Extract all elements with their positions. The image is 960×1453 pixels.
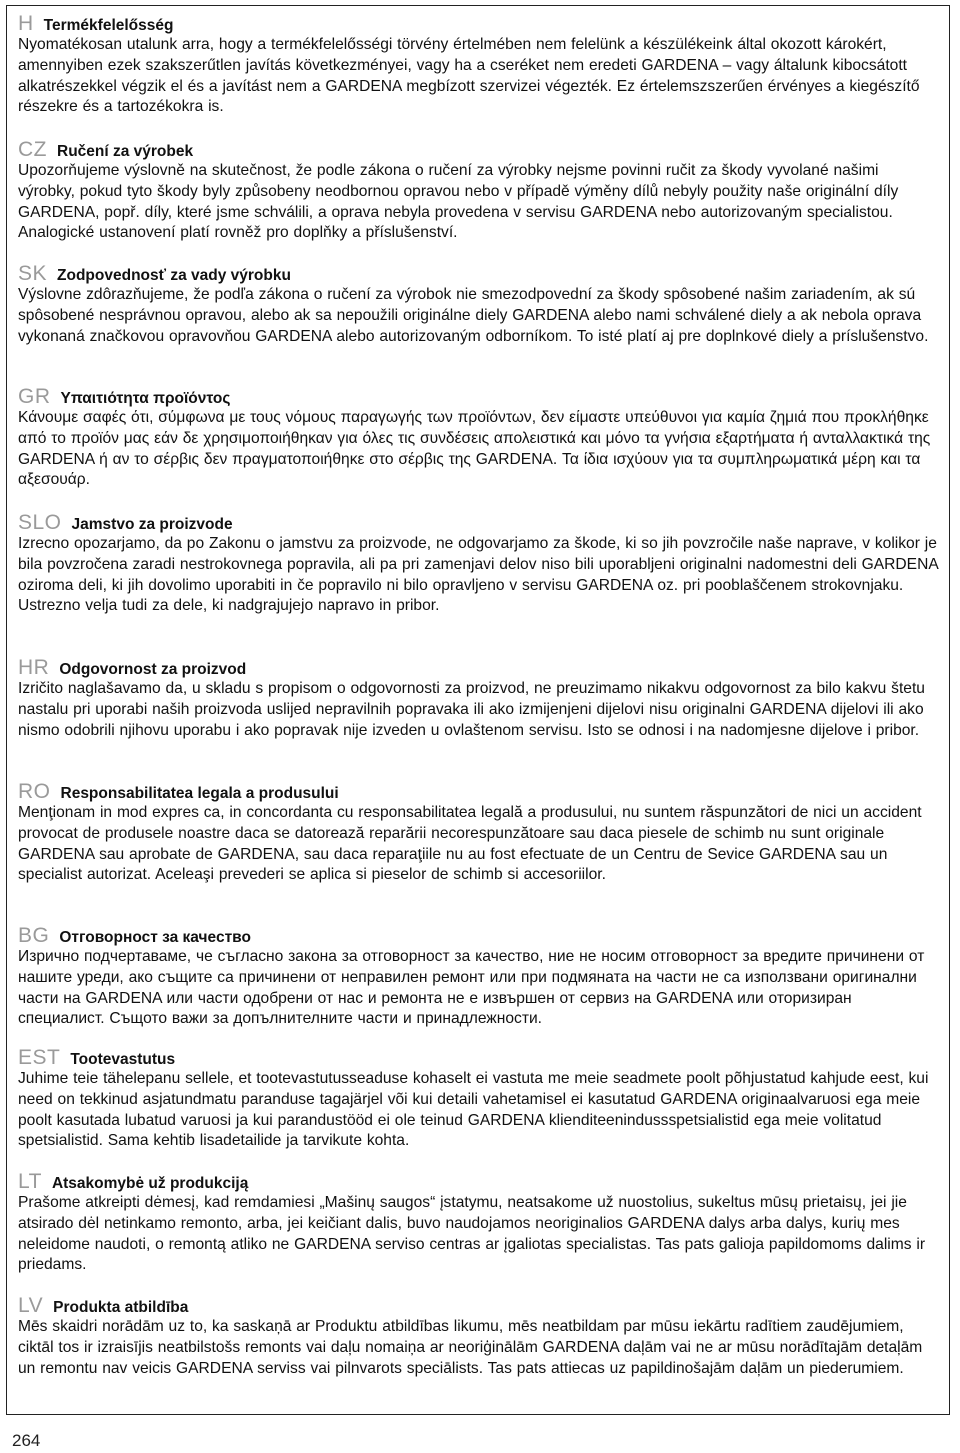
section-header (18, 781, 938, 803)
section-header (18, 1171, 938, 1193)
section-title: Jamstvo za proizvode (71, 516, 233, 533)
section-body: Изрично подчертаваме, че съгласно закона за отговорност за качество, ние не носим отговорност за вредите причинени от нашите уреди, ако същите са причинени от неправилен ремонт или при подмяната на части не са използвани оригинални части на GARDENA или части одобрени от нас и ремонта не е извършен от сервиз на GARDENA или оторизиран специалист. Същото важи за допълнителните части и принадлежности. (18, 948, 925, 1028)
section-title: Termékfelelősség (43, 17, 174, 34)
language-code: EST (18, 1046, 61, 1069)
section-header (18, 657, 938, 679)
language-code: CZ (18, 138, 47, 161)
section-lv (18, 1295, 938, 1379)
section-header (18, 13, 938, 35)
section-gr (18, 386, 938, 491)
section-slo (18, 512, 938, 617)
section-title: Отговорност за качество (59, 929, 251, 946)
section-body: Juhime teie tähelepanu sellele, et tootevastutusseaduse kohaselt ei vastuta me meie seadmete poolt põhjustatud kahjude eest, kui need on tekkinud asjatundmatu paranduse tagajärjel või kui detaili vahetamisel ei kasutatud GARDENA originaalvaruosi ega meie poolt kasutada lubatud varuosi ja kui parandustööd ei ole teinud GARDENA klienditeenindussspetsialistid ega meie volitatud spetsialistid. Sama kehtib lisadetailide ja tarvikute kohta. (18, 1070, 929, 1150)
language-code: LV (18, 1294, 44, 1317)
section-header (18, 925, 938, 947)
section-title: Responsabilitatea legala a produsului (60, 785, 339, 802)
section-sk (18, 263, 938, 347)
language-code: LT (18, 1170, 42, 1193)
section-title: Atsakomybė už produkciją (51, 1175, 249, 1192)
section-header (18, 139, 938, 161)
section-body: Menţionam in mod expres ca, in concordanta cu responsabilitatea legală a produsului, nu suntem răspunzători de nici un accident provocat de produsele noastre daca se datorează reparării necorespunzătoare sau daca piesele de schimb nu sunt originale GARDENA sau aprobate de GARDENA, sau daca reparaţiile nu au fost efectuate de un Centru de Sevice GARDENA sau un specialist autorizat. Aceleaşi prevederi se aplica si pieselor de schimb si accesoriilor. (18, 804, 922, 884)
language-code: HR (18, 656, 50, 679)
section-est (18, 1047, 938, 1152)
language-code: SLO (18, 511, 62, 534)
section-header (18, 512, 938, 534)
section-title: Produkta atbildība (53, 1299, 189, 1316)
section-body: Prašome atkreipti dėmesį, kad remdamiesi „Mašinų saugos“ įstatymu, neatsakome už nuostolius, sukeltus mūsų prietaisų, jei jie atsirado dėl netinkamo remonto, arba, jei keičiant dalis, buvo naudojamos neoriginalios GARDENA dalys arba dalys, kurių mes neleidome naudoti, o remontą atliko ne GARDENA serviso centras ar įgaliotas specialistas. Tas pats galioja papildomoms dalims ir priedams. (18, 1194, 926, 1274)
language-code: SK (18, 262, 48, 285)
section-title: Odgovornost za proizvod (59, 661, 247, 678)
section-body: Výslovne zdôrazňujeme, že podľa zákona o ručení za výrobok nie smezodpovední za škody spôsobené našim zariadením, ak sú spôsobené nesprávnou opravou, alebo ak sa nepoužili originálne diely GARDENA alebo nami schválené diely a ak nebola oprava vykonaná značkovou opravovňou GARDENA alebo autorizovaným odborníkom. To isté platí aj pre doplnkové diely a príslušenstvo. (18, 286, 929, 345)
section-body: Mēs skaidri norādām uz to, ka saskaņā ar Produktu atbildības likumu, mēs neatbildam par mūsu iekārtu radītiem zaudējumiem, ciktāl tos ir izraisījis neatbilstošs remonts vai daļu nomaiņa ar neoriģinālām GARDENA daļām vai ne ar mūsu norādītajām detaļām un remontu nav veicis GARDENA serviss vai pilnvarots speciālists. Tas pats attiecas uz papildinošajām daļām un piederumiem. (18, 1318, 923, 1377)
language-code: GR (18, 385, 51, 408)
section-title: Tootevastutus (70, 1051, 176, 1068)
section-cz (18, 139, 938, 244)
page-number: 264 (12, 1431, 41, 1450)
section-title: Ručení za výrobek (57, 143, 194, 160)
section-body: Κάνουμε σαφές ότι, σύμφωνα με τους νόμους παραγωγής των προϊόντων, δεν είμαστε υπεύθυνοι για καμία ζημιά που προκλήθηκε από το προϊόν μας εάν δε χρησιμοποιήθηκαν για όλες τις συνδέσεις απολειστικά και μόνο τα γνήσια εξαρτήματα ή ανταλλακτικά της GARDENA ή αν το σέρβις δεν πραγματοποιήθηκε στο σέρβις της GARDENA. Τα ίδια ισχύουν για τα συμπληρωματικά μέρη και τα αξεσουάρ. (18, 409, 931, 489)
section-header (18, 1295, 938, 1317)
section-hr (18, 657, 938, 741)
section-body: Izrecno opozarjamo, da po Zakonu o jamstvu za proizvode, ne odgovarjamo za škode, ki so jih povzročile naše naprave, v kolikor je bila povzročena zaradi nestrokovnega popravila, ali pa pri zamenjavi delov niso bili uporabljeni originalni nadomestni deli GARDENA oziroma deli, ki jih dovolimo uporabiti in če popravilo ni bilo opravljeno v servisu GARDENA oz. pri pooblaščenem strokovnjaku. Ustrezno velja tudi za dele, ki nadgrajujejo napravo in pribor. (18, 535, 938, 615)
section-header (18, 1047, 938, 1069)
language-code: RO (18, 780, 51, 803)
section-title: Zodpovednosť za vady výrobku (57, 267, 291, 284)
section-body: Upozorňujeme výslovně na skutečnost, že podle zákona o ručení za výrobky nejsme povinni ručit za škody vyvolané našimi výrobky, pokud tyto škody byly způsobeny neodbornou opravou nebo v případě výměny dílů nebyly použity naše originální díly GARDENA, popř. díly, které jsme schválili, a oprava nebyla provedena v servisu GARDENA nebo autorizovaným specialistou. Analogické ustanovení platí rovněž pro doplňky a příslušenství. (18, 162, 899, 242)
section-bg (18, 925, 938, 1030)
language-code: H (18, 12, 34, 35)
section-header (18, 386, 938, 408)
section-h (18, 13, 938, 118)
section-body: Nyomatékosan utalunk arra, hogy a termékfelelősségi törvény értelmében nem felelünk a készülékeink által okozott károkért, amennyiben ezek szakszerűtlen javítás következményei, vagy ha a cseréket nem eredeti GARDENA – vagy általunk kibocsátott alkatrészekkel végzik el és a javítást nem a GARDENA megbízott szervizei végezték. Ez értelemszszerűen érvényes a kiegészítő részekre és a tartozékokra is. (18, 36, 920, 116)
section-title: Υπαιτιότητα προϊόντος (60, 390, 231, 407)
section-ro (18, 781, 938, 886)
section-lt (18, 1171, 938, 1276)
section-header (18, 263, 938, 285)
language-code: BG (18, 924, 50, 947)
section-body: Izričito naglašavamo da, u skladu s propisom o odgovornosti za proizvod, ne preuzimamo nikakvu odgovornost za bilo kakvu štetu nastalu pri uporabi naših proizvoda uslijed nepravilnih popravaka ili ako izmijenjeni dijelovi nisu originalni GARDENA dijelovi ili ako nismo odobrili njihovu uporabu i ako popravak nije izveden u ovlaštenom servisu. Isto se odnosi i na nadomjesne dijelove i pribor. (18, 680, 925, 739)
